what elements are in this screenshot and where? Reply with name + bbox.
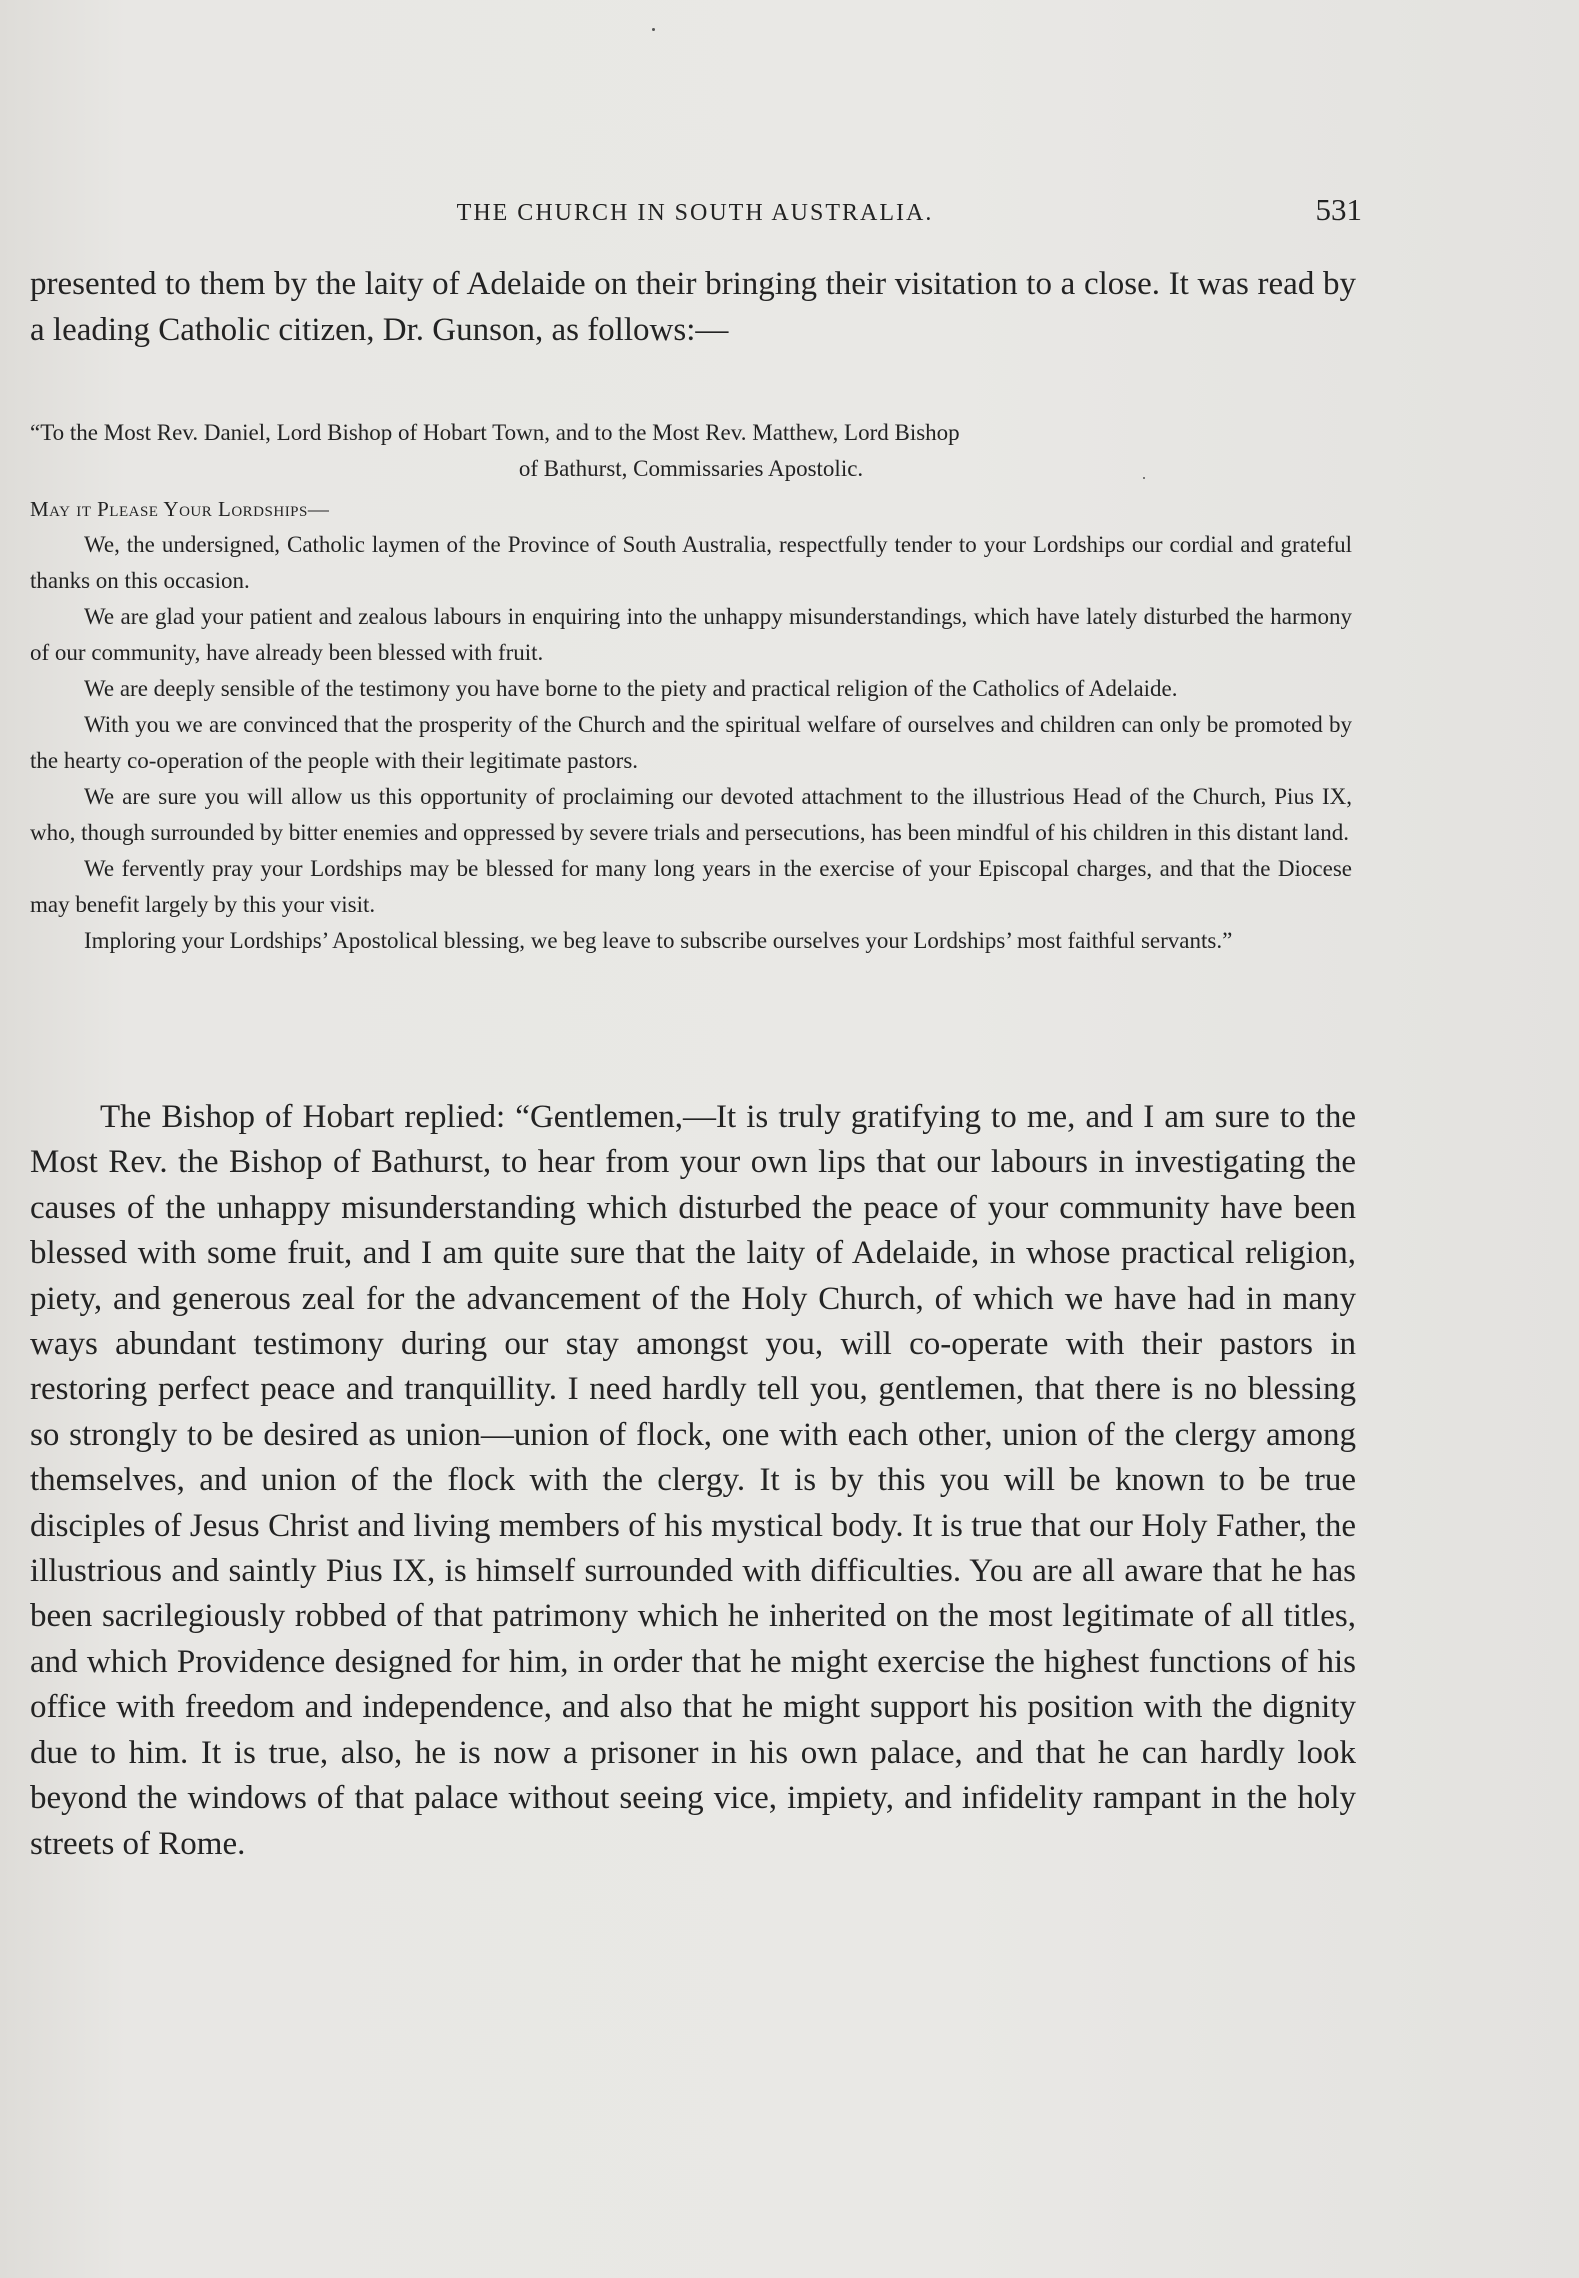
paper-speck xyxy=(652,28,655,31)
address-salutation: May it Please Your Lordships— xyxy=(30,497,330,521)
address-paragraph-cooperation: With you we are convinced that the prosperity of the Church and the spiritual welfare of ourselves and children can only be promoted by the hearty co-operation of the people with their legitimate pastors. xyxy=(30,712,1352,773)
address-paragraph-pius-ix: We are sure you will allow us this opportunity of proclaiming our devoted attachment to the illustrious Head of the Church, Pius IX, who, though surrounded by bitter enemies and oppressed by severe trials and persecutions, has been mindful of his children in this distant land. xyxy=(30,784,1352,845)
lay-address xyxy=(30,415,1352,959)
address-paragraph-testimony: We are deeply sensible of the testimony you have borne to the piety and practical religion of the Catholics of Adelaide. xyxy=(84,676,1178,701)
running-title: THE CHURCH IN SOUTH AUSTRALIA. xyxy=(456,200,934,226)
bishop-reply-paragraph: The Bishop of Hobart replied: “Gentlemen,—It is truly gratifying to me, and I am sure to the Most Rev. the Bishop of Bathurst, to hear from your own lips that our labours in investigating the causes of the unhappy misunderstanding which disturbed the peace of your community have been blessed with some fruit, and I am quite sure that the laity of Adelaide, in whose practical religion, piety, and generous zeal for the advancement of the Holy Church, of which we have had in many ways abundant testimony during our stay amongst you, will co-operate with their pastors in restoring perfect peace and tranquillity. I need hardly tell you, gentlemen, that there is no blessing so strongly to be desired as union—union of flock, one with each other, union of the clergy among themselves, and union of the flock with the clergy. It is by this you will be known to be true disciples of Jesus Christ and living members of his mystical body. It is true that our Holy Father, the illustrious and saintly Pius IX, is himself surrounded with difficulties. You are all aware that he has been sacrilegiously robbed of that patrimony which he inherited on the most legitimate of all titles, and which Providence designed for him, in order that he might exercise the highest functions of his office with freedom and independence, and also that he might support his position with the dignity due to him. It is true, also, he is now a prisoner in his own palace, and that he can hardly look beyond the windows of that palace without seeing vice, impiety, and infidelity rampant in the holy streets of Rome. xyxy=(30,1099,1356,1862)
running-head xyxy=(30,192,1360,232)
address-paragraph-prayer: We fervently pray your Lordships may be blessed for many long years in the exercise of your Episcopal charges, and that the Diocese may benefit largely by this your visit. xyxy=(30,856,1352,917)
page-number: 531 xyxy=(1315,192,1362,227)
address-paragraph-blessing: Imploring your Lordships’ Apostolical blessing, we beg leave to subscribe ourselves your Lordships’ most faithful servants.” xyxy=(84,928,1233,953)
address-paragraph-misunderstandings: We are glad your patient and zealous labours in enquiring into the unhappy misunderstandings, which have lately disturbed the harmony of our community, have already been blessed with fruit. xyxy=(30,604,1352,665)
address-heading-line-1: “To the Most Rev. Daniel, Lord Bishop of Hobart Town, and to the Most Rev. Matthew, Lord Bishop xyxy=(30,420,960,445)
address-heading xyxy=(30,415,1352,487)
address-paragraph-thanks: We, the undersigned, Catholic laymen of the Province of South Australia, respectfully tender to your Lordships our cordial and grateful thanks on this occasion. xyxy=(30,532,1352,593)
address-heading-line-2: of Bathurst, Commissaries Apostolic. xyxy=(518,456,864,481)
intro-paragraph: presented to them by the laity of Adelaide on their bringing their visitation to a close. It was read by a leading Catholic citizen, Dr. Gunson, as follows:— xyxy=(30,266,1356,348)
